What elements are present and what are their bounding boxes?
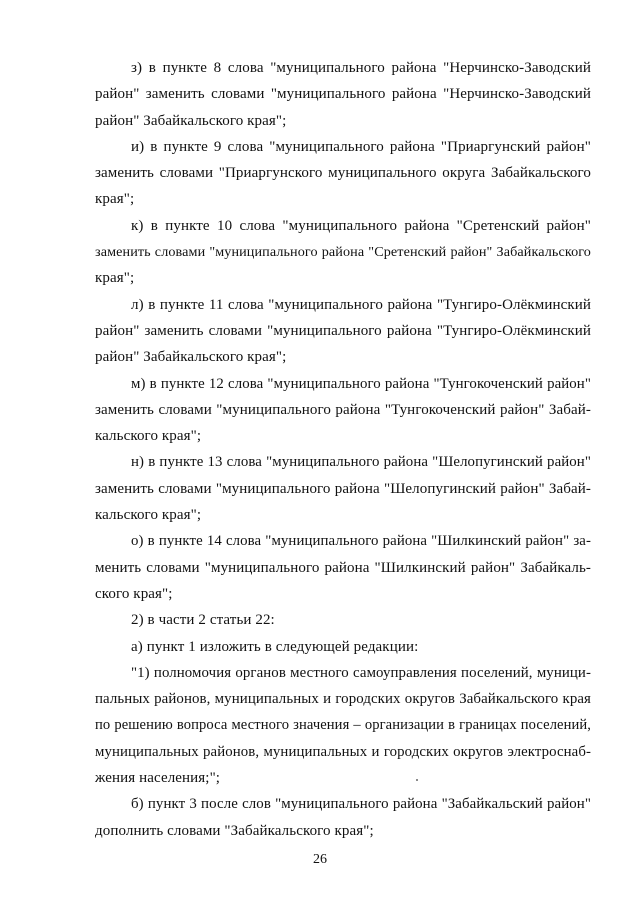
text-line: кальского края"; — [95, 507, 202, 524]
text-line: края"; — [95, 270, 135, 287]
text-line: б) пункт 3 после слов "муниципального района "Забайкальский район" — [131, 796, 591, 813]
text-line: л) в пункте 11 слова "муниципального района "Тунгиро-Олёкминский — [131, 296, 591, 313]
text-line: заменить словами "муниципального района "Сретенский район" Забайкальского — [95, 244, 591, 261]
text-line: по решению вопроса местного значения – организации в границах поселений, — [95, 717, 591, 734]
text-line: заменить словами "муниципального района "Тунгокоченский район" Забай- — [95, 401, 591, 418]
text-line: дополнить словами "Забайкальского края"; — [95, 822, 374, 839]
scan-speck — [416, 779, 418, 781]
text-line: и) в пункте 9 слова "муниципального района "Приаргунский район" — [131, 138, 591, 155]
text-line: заменить словами "муниципального района "Шелопугинский район" Забай- — [95, 480, 591, 497]
text-line: "1) полномочия органов местного самоуправления поселений, муници- — [131, 664, 591, 681]
text-line: район" Забайкальского края"; — [95, 349, 287, 366]
text-line: жения населения;"; — [95, 770, 221, 787]
text-line: о) в пункте 14 слова "муниципального района "Шилкинский район" за- — [131, 533, 591, 550]
text-line: з) в пункте 8 слова "муниципального района "Нерчинско-Заводский — [131, 60, 591, 76]
text-line: район" заменить словами "муниципального района "Тунгиро-Олёкминский — [95, 322, 591, 339]
text-line: район" Забайкальского края"; — [95, 112, 287, 129]
text-line: район" заменить словами "муниципального района "Нерчинско-Заводский — [95, 86, 591, 103]
text-line: к) в пункте 10 слова "муниципального района "Сретенский район" — [131, 217, 591, 234]
text-line: кальского края"; — [95, 428, 202, 445]
text-line: менить словами "муниципального района "Шилкинский район" Забайкаль- — [95, 559, 591, 576]
text-line: а) пункт 1 изложить в следующей редакции: — [131, 638, 419, 655]
text-line: м) в пункте 12 слова "муниципального района "Тунгокоченский район" — [131, 375, 591, 392]
text-line: н) в пункте 13 слова "муниципального района "Шелопугинский район" — [131, 454, 591, 471]
document-body — [95, 55, 591, 844]
text-line: муниципальных районов, муниципальных и городских округов электроснаб- — [95, 743, 591, 760]
text-line: заменить словами "Приаргунского муниципального округа Забайкальского — [95, 165, 591, 182]
page-number: 26 — [313, 852, 327, 867]
text-line: 2) в части 2 статьи 22: — [131, 612, 275, 629]
text-line: ского края"; — [95, 585, 173, 602]
text-line: пальных районов, муниципальных и городских округов Забайкальского края — [95, 691, 591, 708]
text-line: края"; — [95, 191, 135, 208]
